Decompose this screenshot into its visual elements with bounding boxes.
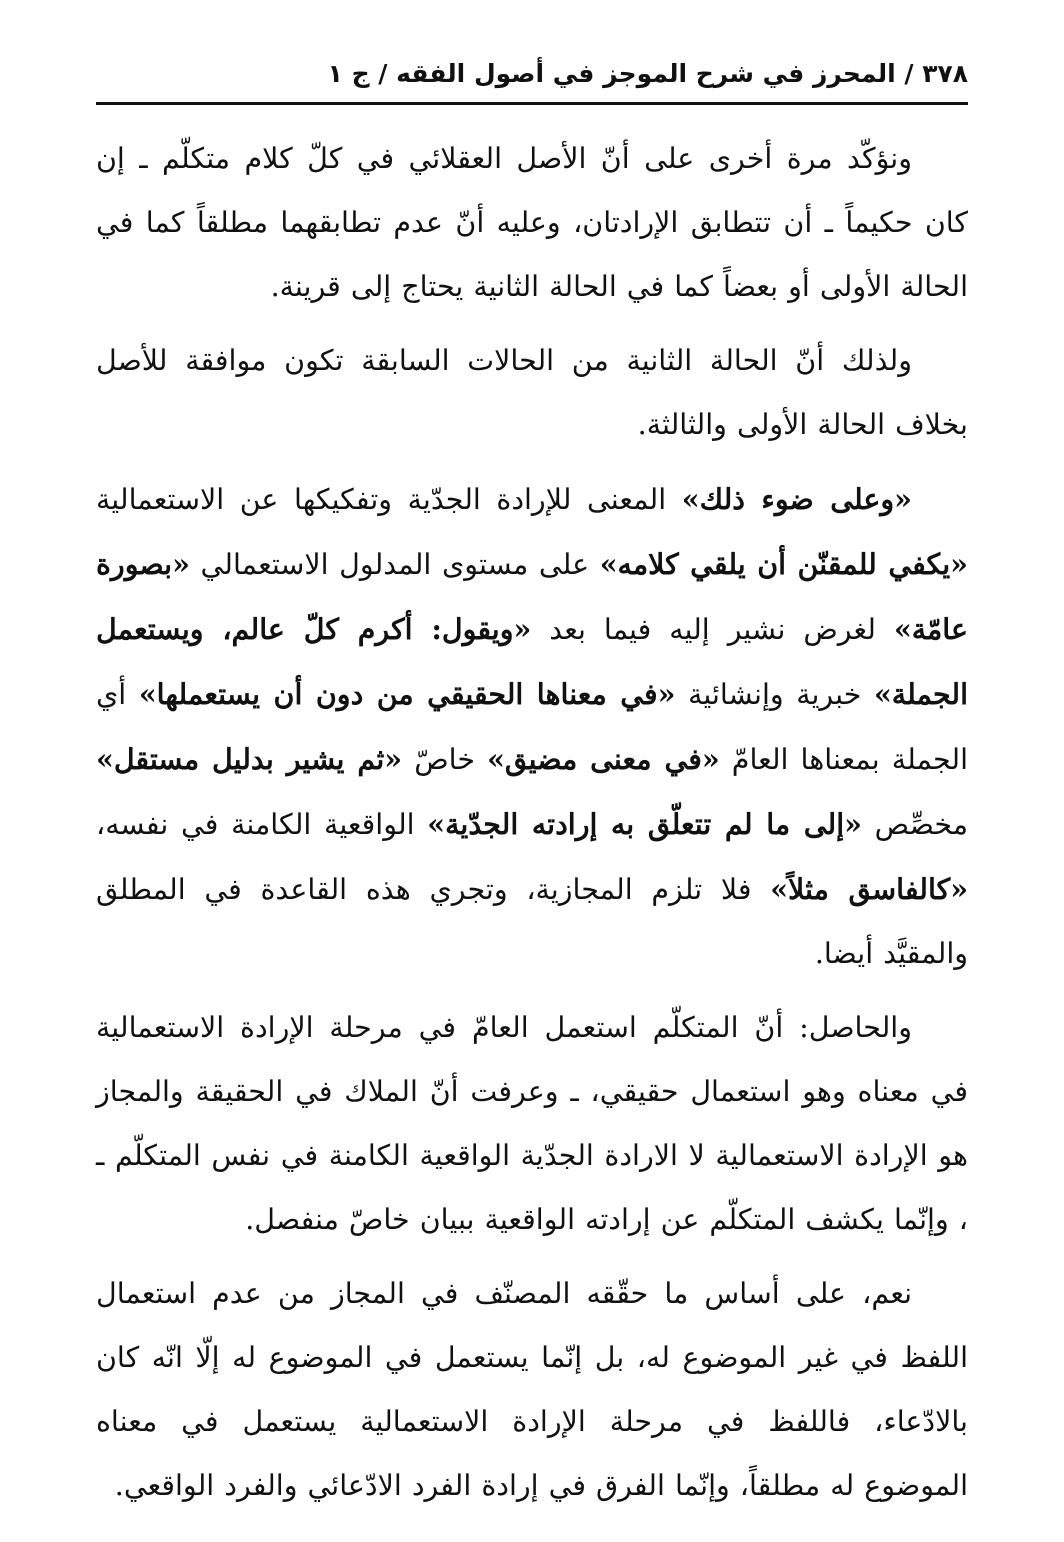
commentary-text: فلا تلزم المجازية، وتجري هذه القاعدة في المطلق والمقيَّد أيضا. — [96, 873, 968, 970]
commentary-text: ولذلك أنّ الحالة الثانية من الحالات السابقة تكون موافقة للأصل بخلاف الحالة الأولى والثالثة. — [96, 344, 968, 441]
commentary-text: مخصِّص — [861, 808, 968, 841]
quoted-text: «في معنى مضيق» — [487, 742, 720, 776]
paragraph — [96, 467, 968, 986]
commentary-text: الواقعية الكامنة في نفسه، — [96, 808, 428, 841]
commentary-text: خاصّ — [402, 743, 488, 776]
commentary-text: المعنى للإرادة الجدّية وتفكيكها عن الاستعمالية — [96, 483, 682, 516]
commentary-text: أي الجملة بمعناها العامّ — [96, 678, 968, 776]
paragraph — [96, 996, 968, 1252]
quoted-text: «يكفي للمقنّن أن يلقي كلامه» — [599, 547, 968, 581]
commentary-text: ونؤكّد مرة أخرى على أنّ الأصل العقلائي في كلّ كلام متكلّم ـ إن كان حكيماً ـ أن تتطابق الإرادتان، وعليه أنّ عدم تطابقهما مطلقاً كما في الحالة الأولى أو بعضاً كما في الحالة الثانية يحتاج إلى قرينة. — [96, 142, 968, 303]
commentary-text: على مستوى المدلول الاستعمالي — [189, 548, 600, 581]
quoted-text: «ثم يشير بدليل مستقل» — [96, 742, 403, 776]
page-body — [96, 127, 968, 1518]
paragraph — [96, 329, 968, 457]
running-head: ٣٧٨ / المحرز في شرح الموجز في أصول الفقه / ج ١ — [327, 59, 968, 88]
header-rule — [96, 102, 968, 105]
paragraph — [96, 1262, 968, 1518]
book-page — [96, 52, 968, 1528]
quoted-text: «في معناها الحقيقي من دون أن يستعملها» — [138, 677, 676, 711]
commentary-text: والحاصل: أنّ المتكلّم استعمل العامّ في مرحلة الإرادة الاستعمالية في معناه وهو استعمال حقيقي، ـ وعرفت أنّ الملاك في الحقيقة والمجاز هو الإرادة الاستعمالية لا الارادة الجدّية الواقعية الكامنة في نفس المتكلّم ـ ، وإنّما يكشف المتكلّم عن إرادته الواقعية ببيان خاصّ منفصل. — [96, 1011, 968, 1236]
commentary-text: لغرض نشير إليه فيما بعد — [531, 613, 894, 646]
quoted-text: «ويقول: أكرم كلّ عالم، ويستعمل الجملة» — [96, 612, 968, 711]
commentary-text: نعم، على أساس ما حقّقه المصنّف في المجاز من عدم استعمال اللفظ في غير الموضوع له، بل إنّما يستعمل في الموضوع له إلّا انّه كان بالادّعاء، فاللفظ في مرحلة الإرادة الاستعمالية يستعمل في معناه الموضوع له مطلقاً، وإنّما الفرق في إرادة الفرد الادّعائي والفرد الواقعي. — [96, 1277, 968, 1502]
commentary-text: خبرية وإنشائية — [675, 678, 874, 711]
quoted-text: «إلى ما لم تتعلّق به إرادته الجدّية» — [427, 807, 862, 841]
quoted-text: «بصورة عامّة» — [96, 547, 968, 646]
quoted-text: «كالفاسق مثلاً» — [770, 872, 969, 906]
quoted-text: «وعلى ضوء ذلك» — [681, 482, 912, 516]
paragraph — [96, 127, 968, 319]
